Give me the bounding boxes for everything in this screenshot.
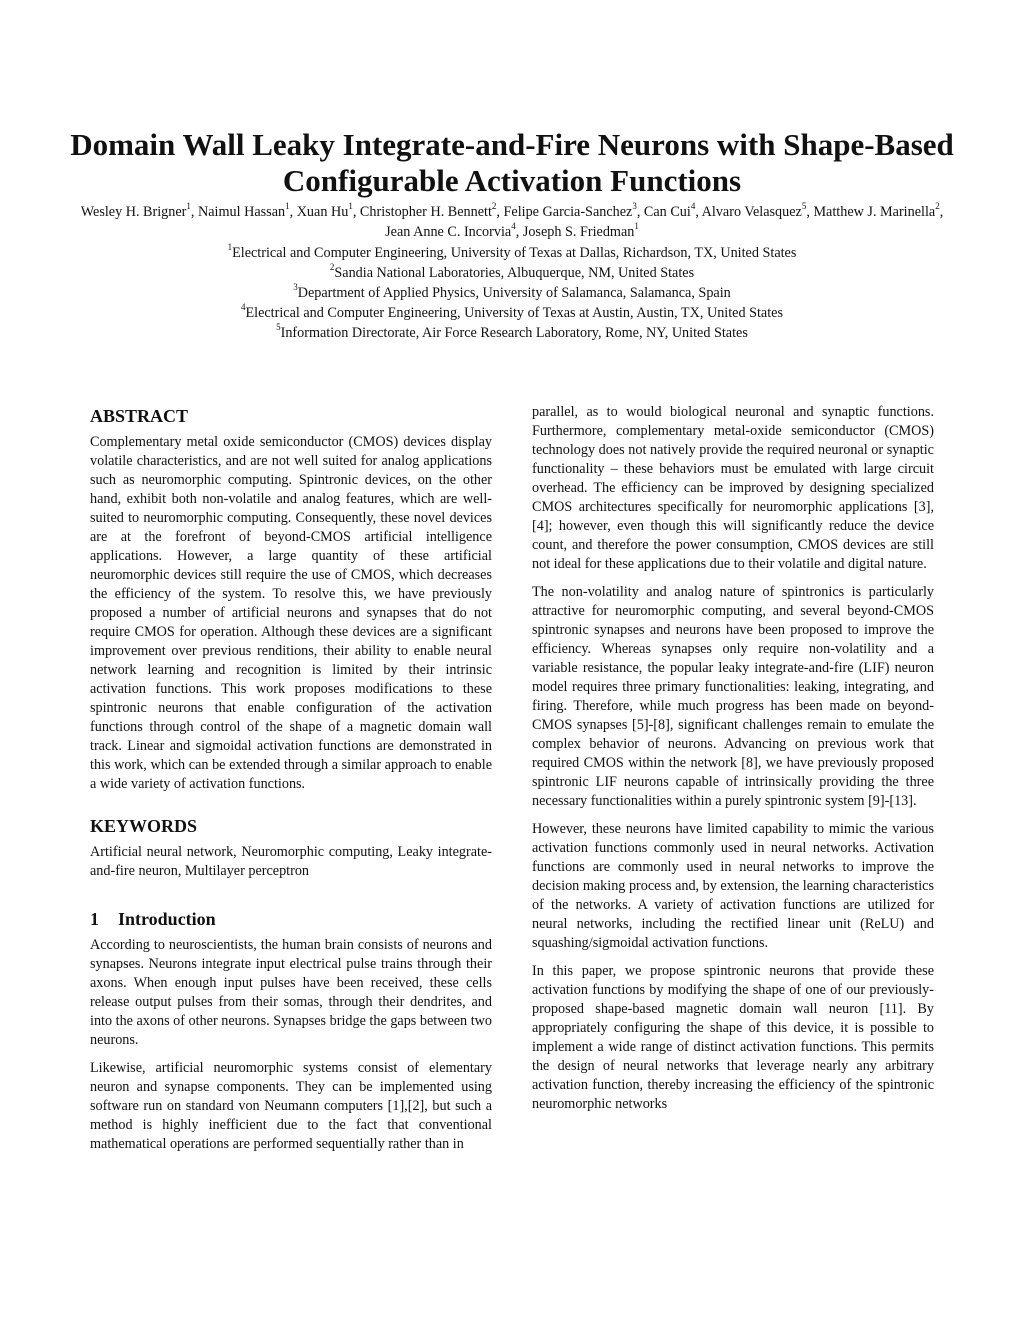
keywords-heading: KEYWORDS (90, 816, 198, 836)
intro-paragraph: The non-volatility and analog nature of spintronics is particularly attractive for neuromorphic computing, and several beyond-CMOS spintronic synapses and neurons have been proposed to improve the efficiency. Whereas synapses only require non-volatility and a variable resistance, the popular leaky integrate-and-fire (LIF) neuron model requires three primary functionalities: leaking, integrating, and firing. Therefore, while much progress has been made on beyond-CMOS synapses [5]-[8], significant challenges remain to emulate the complex behavior of neurons. Advancing on previous work that required CMOS within the network [8], we have previously proposed spintronic LIF neurons capable of intrinsically providing the three necessary functionalities within a purely spintronic system [9]-[13]. (532, 584, 934, 809)
intro-paragraph: Likewise, artificial neuromorphic systems consist of elementary neuron and synapse components. They can be implemented using software run on standard von Neumann computers [1],[2], but such a method is highly inefficient due to the fact that conventional mathematical operations are performed sequentially rather than in (90, 1060, 492, 1152)
intro-paragraph: However, these neurons have limited capability to mimic the various activation functions commonly used in neural networks. Activation functions are commonly used in neural networks to improve the decision making process and, by extension, the learning characteristics of the networks. A variety of activation functions are utilized for neural networks, including the rectified linear unit (ReLU) and squashing/sigmoidal activation functions. (532, 821, 934, 951)
author: Felipe Garcia-Sanchez$^3$ (503, 201, 637, 220)
affiliation: $^1$Electrical and Computer Engineering, University of Texas at Dallas, Richardson, TX, United States (227, 242, 797, 261)
left-column (90, 405, 492, 1154)
intro-paragraph: In this paper, we propose spintronic neurons that provide these activation functions by modifying the shape of one of our previously-proposed shape-based magnetic domain wall neuron [11]. By appropriately configuring the shape of this device, it is possible to implement a wide range of distinct activation functions. This permits the design of neural networks that leverage nearly any arbitrary activation function, thereby increasing the efficiency of the spintronic neuromorphic networks (532, 963, 934, 1112)
affiliation: $^2$Sandia National Laboratories, Albuquerque, NM, United States (329, 262, 695, 281)
affiliation-list (60, 243, 964, 343)
affiliation: $^5$Information Directorate, Air Force Research Laboratory, Rome, NY, United States (276, 322, 748, 341)
affiliation: $^3$Department of Applied Physics, University of Salamanca, Salamanca, Spain (293, 282, 731, 301)
author: Joseph S. Friedman$^1$ (522, 221, 639, 240)
introduction-heading (90, 908, 492, 930)
author: Christopher H. Bennett$^2$ (359, 201, 497, 220)
intro-paragraph: According to neuroscientists, the human brain consists of neurons and synapses. Neurons integrate input electrical pulse trains through their axons. When enough input pulses have been received, these cells release output pulses from their somas, through their dendrites, and into the axons of other neurons. Synapses bridge the gaps between two neurons. (90, 937, 492, 1048)
abstract-heading: ABSTRACT (90, 406, 189, 426)
author: Naimul Hassan$^1$ (198, 201, 290, 220)
abstract-text: Complementary metal oxide semiconductor (CMOS) devices display volatile characteristics, and are not well suited for analog applications such as neuromorphic computing. Spintronic devices, on the other hand, exhibit both non-volatile and analog features, which are well-suited to neuromorphic computing. Consequently, these novel devices are at the forefront of beyond-CMOS artificial intelligence applications. However, a large quantity of these artificial neuromorphic devices still require the use of CMOS, which decreases the efficiency of the system. To resolve this, we have previously proposed a number of artificial neurons and synapses that do not require CMOS for operation. Although these devices are a significant improvement over previous renditions, their ability to enable neural network learning and recognition is limited by their intrinsic activation functions. This work proposes modifications to these spintronic neurons that enable configuration of the activation functions through control of the shape of a magnetic domain wall track. Linear and sigmoidal activation functions are demonstrated in this work, which can be extended through a similar approach to enable a wide variety of activation functions. (90, 434, 492, 792)
author: Xuan Hu$^1$ (296, 201, 353, 220)
right-column (532, 403, 934, 1114)
keywords-text: Artificial neural network, Neuromorphic computing, Leaky integrate-and-fire neuron, Multilayer perceptron (90, 844, 492, 879)
author: Alvaro Velasquez$^5$ (701, 201, 807, 220)
intro-paragraph: parallel, as to would biological neuronal and synaptic functions. Furthermore, complementary metal-oxide semiconductor (CMOS) technology does not natively provide the required neuronal or synaptic functionality – these behaviors must be emulated with large circuit overhead. The efficiency can be improved by designing specialized CMOS architectures specifically for neuromorphic applications [3],[4]; however, even though this will significantly reduce the device count, and therefore the power consumption, CMOS devices are still not ideal for these applications due to their volatile and digital nature. (532, 404, 934, 572)
author: Wesley H. Brigner$^1$ (80, 201, 191, 220)
author: Matthew J. Marinella$^2$ (813, 201, 940, 220)
section-number: 1 (90, 909, 99, 929)
author: Jean Anne C. Incorvia$^4$ (385, 221, 516, 240)
author-list: Wesley H. Brigner$^1$, Naimul Hassan$^1$, Xuan Hu$^1$, Christopher H. Bennett$^2$, Felipe Garcia-Sanchez$^3$, Can Cui$^4$, Alvaro Velasquez$^5$, Matthew J. Marinella$^2$, Jean Anne C. Incorvia$^4$, Joseph S. Friedman$^1$ (80, 201, 944, 240)
section-title: Introduction (118, 909, 216, 929)
paper-title: Domain Wall Leaky Integrate-and-Fire Neurons with Shape-Based Configurable Activation Functions (70, 127, 954, 198)
author: Can Cui$^4$ (643, 201, 696, 220)
affiliation: $^4$Electrical and Computer Engineering, University of Texas at Austin, Austin, TX, United States (240, 302, 783, 321)
